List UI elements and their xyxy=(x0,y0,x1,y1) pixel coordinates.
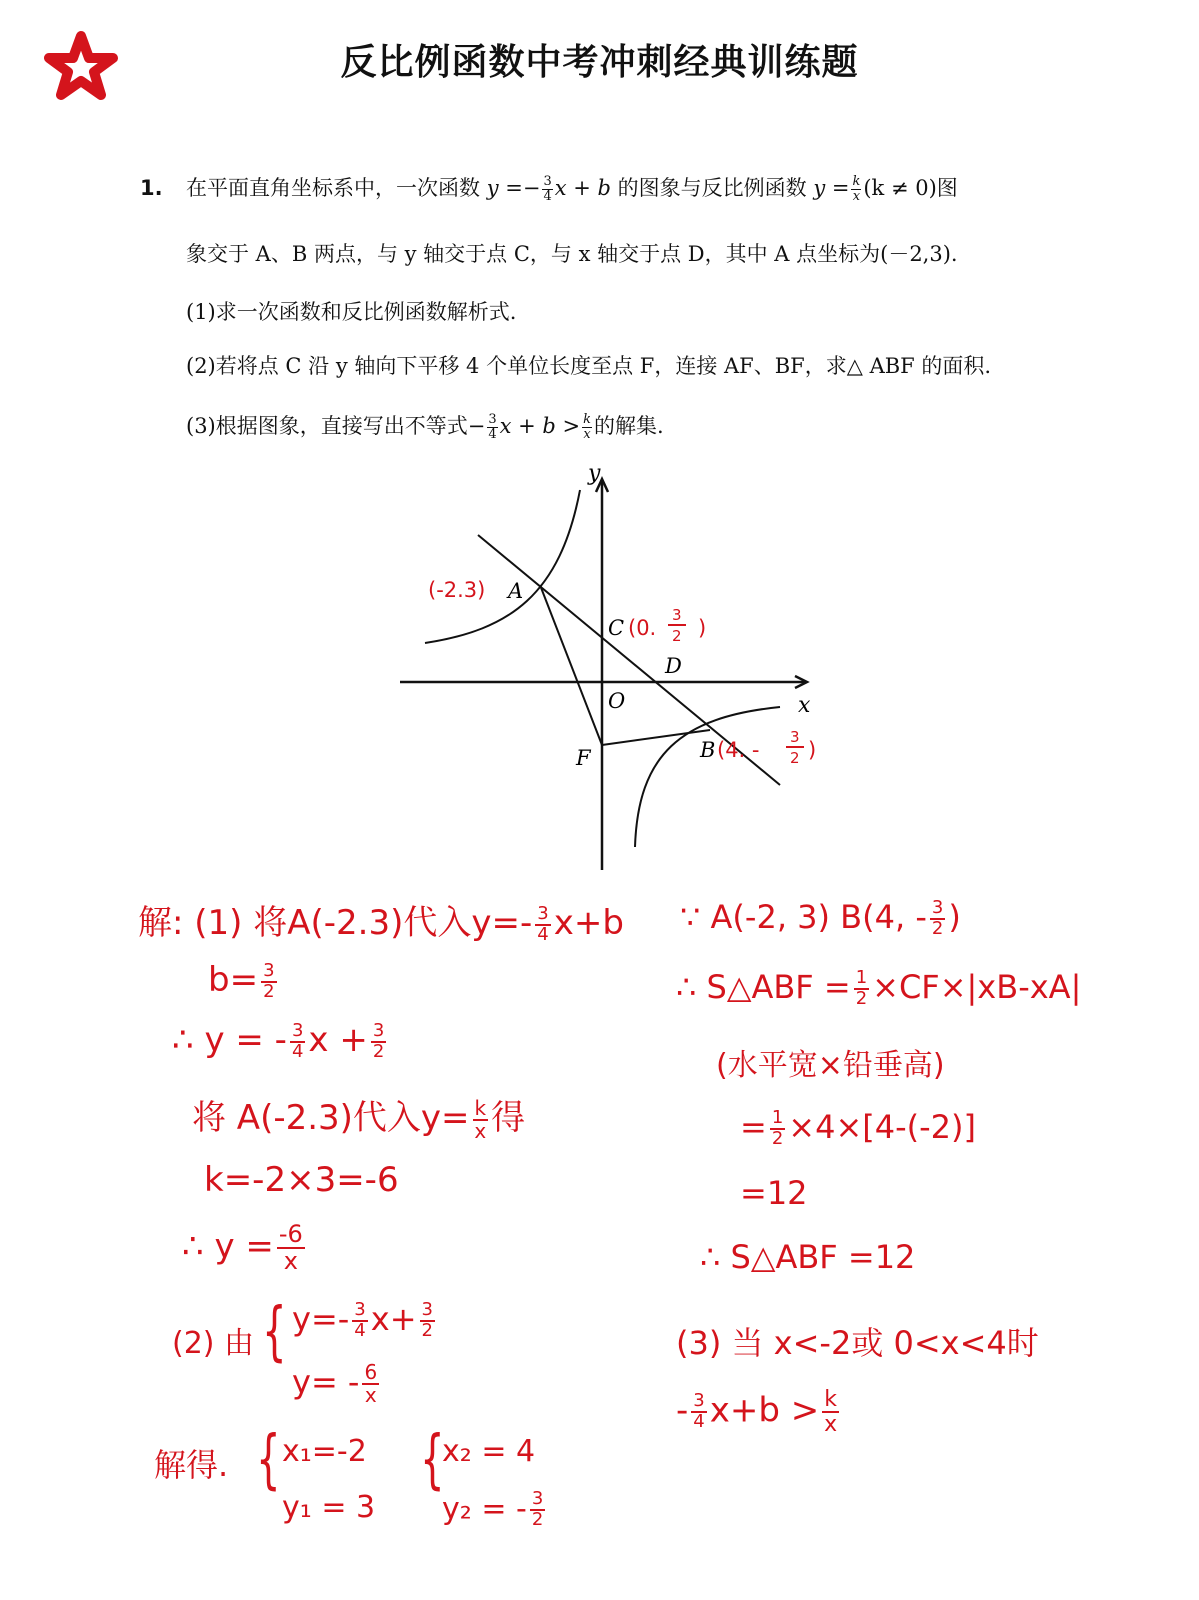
solution-left-part2-eq2: y= - $\frac{6}{x}$ xyxy=(292,1360,378,1407)
solution-right-line-5: =12 xyxy=(740,1174,808,1212)
annotation-B-num: 3 xyxy=(790,728,800,746)
solution-right-line-7: (3) 当 x<-2或 0<x<4时 xyxy=(676,1324,1039,1362)
solution-right-line-1: ∵ A(-2, 3) B(4, - $\frac{3}{2}$ ) xyxy=(680,897,961,939)
annotation-C-den: 2 xyxy=(672,627,682,645)
hyperbola-branch-left xyxy=(425,490,580,643)
annotation-C-suffix: ) xyxy=(698,616,707,640)
solution-right-note: (水平宽×铅垂高) xyxy=(716,1048,945,1083)
solution-left-line-3: ∴ y = - $\frac{3}{4}$ x + $\frac{3}{2}$ xyxy=(172,1019,385,1062)
solution-right-line-6: ∴ S△ABF =12 xyxy=(700,1238,916,1276)
point-F-label: F xyxy=(576,746,591,770)
problem-part-2: (2)若将点 C 沿 y 轴向下平移 4 个单位长度至点 F，连接 AF、BF，求△ ABF 的面积. xyxy=(186,354,992,378)
solution-left-x1: x₁=-2 xyxy=(282,1434,367,1469)
problem-part-1: (1)求一次函数和反比例函数解析式. xyxy=(186,300,517,324)
point-C-label: C xyxy=(608,616,625,640)
x-axis-label: x xyxy=(798,693,811,718)
annotation-C-num: 3 xyxy=(672,606,682,624)
solution-left-line-4: 将 A(-2.3)代入y= $\frac{k}{x}$ 得 xyxy=(192,1095,526,1143)
point-D-label: D xyxy=(665,654,682,678)
origin-label: O xyxy=(608,689,626,713)
annotation-A-coords: (-2.3) xyxy=(428,578,486,602)
solution-left-solved-label: 解得. xyxy=(154,1446,229,1484)
annotation-C-prefix: (0. xyxy=(628,616,657,640)
solution-left-solved-brace-2: { xyxy=(420,1423,445,1497)
solution-left-y2: y₂ = - $\frac{3}{2}$ xyxy=(442,1488,544,1530)
point-B-label: B xyxy=(700,738,716,762)
solution-left-y1: y₁ = 3 xyxy=(282,1490,376,1525)
solution-left-line-2: b= $\frac{3}{2}$ xyxy=(208,959,275,1002)
problem-number: 1. xyxy=(140,176,163,200)
solution-left-line-5: k=-2×3=-6 xyxy=(204,1160,399,1200)
solution-left-part2-label: (2) 由 xyxy=(172,1326,255,1361)
page-title: 反比例函数中考冲刺经典训练题 xyxy=(340,42,859,83)
y-axis-label: y xyxy=(588,461,601,486)
segment-BF xyxy=(602,730,710,745)
problem-stem-line-2: 象交于 A、B 两点，与 y 轴交于点 C，与 x 轴交于点 D，其中 A 点坐标为(－2,3). xyxy=(186,242,958,266)
solution-left-line-6: ∴ y = $\frac{-6}{x}$ xyxy=(182,1220,303,1276)
solution-left-part2-brace: { xyxy=(262,1295,287,1369)
problem-stem-line-1: 在平面直角坐标系中，一次函数 y =− $\frac{3}{4}$ x + b 的图象与反比例函数 y = $\frac{k}{x}$ (k ≠ 0)图 xyxy=(186,174,958,204)
annotation-B-suffix: ) xyxy=(808,738,817,762)
solution-right-line-4: = $\frac{1}{2}$ ×4×[4-(-2)] xyxy=(740,1107,976,1149)
coordinate-figure xyxy=(380,455,840,885)
solution-right-line-8: - $\frac{3}{4}$ x+b > $\frac{k}{x}$ xyxy=(676,1387,838,1438)
problem-part-3: (3)根据图象，直接写出不等式− $\frac{3}{4}$ x + b > $\frac{k}{x}$ 的解集. xyxy=(186,412,664,442)
solution-left-part2-eq1: y=- $\frac{3}{4}$ x+ $\frac{3}{2}$ xyxy=(292,1299,433,1341)
annotation-B-den: 2 xyxy=(790,749,800,767)
solution-left-solved-brace-1: { xyxy=(256,1423,281,1497)
annotation-B-prefix: (4. - xyxy=(717,738,760,762)
hyperbola-branch-right xyxy=(635,707,780,847)
point-A-label: A xyxy=(508,579,524,603)
solution-left-line-1: 解: (1) 将A(-2.3)代入y=- $\frac{3}{4}$ x+b xyxy=(138,902,624,945)
solution-left-x2: x₂ = 4 xyxy=(442,1434,536,1469)
solution-right-line-2: ∴ S△ABF = $\frac{1}{2}$ ×CF×|xB-xA| xyxy=(676,967,1082,1009)
segment-AF xyxy=(540,585,602,745)
